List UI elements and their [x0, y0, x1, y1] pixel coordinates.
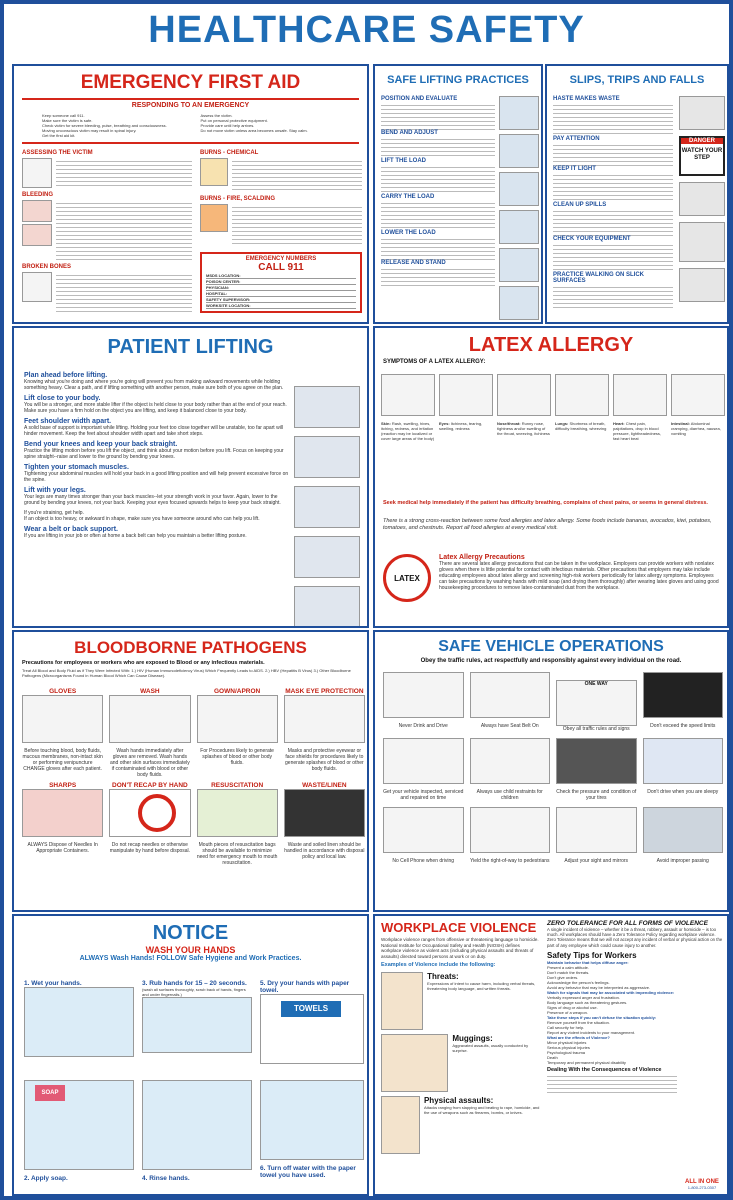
chemical-burn-icon [200, 158, 228, 186]
turn-off-faucet-icon [260, 1080, 364, 1160]
slips-title: SLIPS, TRIPS AND FALLS [569, 74, 705, 86]
burns-fire-heading: BURNS - FIRE, SCALDING [200, 196, 275, 202]
violence-title: WORKPLACE VIOLENCE [381, 920, 537, 935]
lift-step: LIFT THE LOAD [381, 158, 426, 164]
cell-heading: GLOVES [49, 688, 77, 695]
vehicle-item [383, 672, 464, 732]
no-recap-icon [109, 789, 190, 837]
dealing-heading: Dealing With the Consequences of Violence [547, 1066, 662, 1073]
lungs-icon [555, 374, 609, 416]
burns-fire-text [232, 204, 362, 246]
notice-instruction: ALWAYS Wash Hands! FOLLOW Safe Hygiene and Work Practices. [79, 955, 302, 962]
traffic-signs-icon [556, 680, 637, 726]
vehicle-caption: Avoid improper passing [656, 858, 709, 864]
ladder-icon [679, 222, 725, 262]
running-person-icon [679, 96, 725, 130]
hand-wash-icon [109, 695, 190, 743]
resp-item: Get the first aid kit. [42, 133, 76, 138]
symptom-eyes [439, 374, 493, 441]
vehicle-caption: Adjust your sight and mirrors [564, 858, 629, 864]
watch-item: Verbally expressed anger and frustration. [547, 994, 620, 1000]
resp-item: Keep someone call 911. [42, 113, 85, 118]
vehicle-caption: Don't exceed the speed limits [650, 723, 716, 729]
burns-chem-text [232, 158, 362, 192]
symptom-label: Skin: [381, 421, 391, 426]
patient-heading: Plan ahead before lifting. [24, 372, 108, 379]
violence-intro: Workplace violence ranges from offensive or threatening language to homicide. National Institute for Occupational Safety and Health (NIOSH) defines workplace violence as violent acts (including physical assaults and threats of assaults) directed toward persons at work or on duty. [381, 937, 539, 959]
patient-text: Practice the lifting motion before you lift the object, and think about your motion before you lift. Focus on keeping your spine straight--raise and lower to the ground by bending your knees. [24, 448, 284, 460]
slips-step: KEEP IT LIGHT [553, 166, 596, 172]
cell-text: Before touching blood, body fluids, mucous membranes, non-intact skin or performing venipuncture CHANGE gloves after each patient. [22, 748, 103, 772]
muggings-text: Aggravated assaults, usually conducted by surprise. [452, 1043, 529, 1053]
resp-item: Make sure the victim is safe. [42, 118, 93, 123]
lifting-figure-icon [499, 96, 539, 130]
bleeding-hand-icon [22, 224, 52, 246]
responding-box [22, 98, 359, 144]
tip-item: Present a calm attitude. [547, 964, 590, 970]
patient-bed-icon [294, 386, 360, 428]
no-bending-icon [294, 536, 360, 578]
biohazard-bag-icon [284, 789, 365, 837]
patient-heading: Feet shoulder width apart. [24, 418, 112, 425]
symptom-label: Intestinal: [671, 421, 690, 426]
vomit-icon [671, 374, 725, 416]
patient-heading: Bend your knees and keep your back straight. [24, 441, 178, 448]
slips-text [553, 284, 673, 308]
field-physician: PHYSICIAN: [206, 285, 356, 291]
step-4-label: 4. Rinse hands. [142, 1175, 190, 1182]
latex-precautions-heading: Latex Allergy Precautions [439, 554, 525, 561]
resp-item: Do not move victim unless area becomes unsafe. Stay calm. [200, 128, 308, 133]
blood-cell-waste [284, 782, 365, 866]
symptom-intestinal [671, 374, 725, 441]
lift-text [381, 136, 495, 158]
latex-allergy-panel [373, 326, 729, 628]
tip-item: Avoid any behavior that may be interpreted as aggressive. [547, 984, 651, 990]
burns-chemical-heading: BURNS - CHEMICAL [200, 150, 259, 156]
slips-trips-panel [545, 64, 729, 324]
slips-step: HASTE MAKES WASTE [553, 96, 620, 102]
cell-heading: GOWN/APRON [214, 688, 261, 695]
threat-icon [381, 972, 423, 1030]
symptom-label: Nose/throat: [497, 421, 521, 426]
symptom-text: Shortness of breath, difficulty breathing, wheezing [555, 421, 607, 431]
field-hospital: HOSPITAL: [206, 291, 356, 297]
mugging-icon [381, 1034, 448, 1092]
resp-item: Moving unconscious victim may result in spinal injury. [42, 128, 137, 133]
rub-hands-icon [142, 997, 252, 1053]
lift-text [381, 200, 495, 230]
vehicle-caption: Never Drink and Drive [398, 723, 448, 729]
zero-tolerance-heading: ZERO TOLERANCE FOR ALL FORMS OF VIOLENCE [547, 920, 708, 927]
slips-text [553, 172, 673, 202]
notice-title: NOTICE [152, 922, 229, 944]
vehicle-caption: Always use child restraints for children [476, 789, 543, 801]
responding-right-list [201, 113, 350, 138]
slips-text [553, 142, 673, 166]
muggings-heading: Muggings: [452, 1034, 493, 1043]
blood-cell-gloves [22, 688, 103, 778]
vehicle-item [643, 672, 724, 732]
vehicle-caption: Check the pressure and condition of your tires [556, 789, 637, 801]
seated-lift-icon [294, 586, 360, 628]
apply-soap-icon [24, 1080, 134, 1170]
blood-subtitle: Precautions for employees or workers who are exposed to Blood or any infectious materials. [22, 660, 265, 666]
resuscitation-bag-icon [197, 789, 278, 837]
vehicle-subtitle: Obey the traffic rules, act respectfully and responsibly against every individual on the road. [420, 658, 682, 664]
spill-icon [679, 182, 725, 216]
lift-step: LOWER THE LOAD [381, 230, 436, 236]
lifting-figure-icon [499, 210, 539, 244]
towels-label: TOWELS [281, 1001, 341, 1017]
danger-sign [679, 136, 725, 176]
symptom-text: Rash, swelling, hives, itching, redness, and irritation (reaction may be localized or cover large areas of the body) [381, 421, 435, 441]
cell-heading: SHARPS [49, 782, 77, 789]
field-poison: POISON CENTER: [206, 279, 356, 285]
cell-text: Wash hands immediately after gloves are removed. Wash hands and other skin surfaces immediately if contaminated with blood or other body fluids. [109, 748, 190, 778]
responding-heading: RESPONDING TO AN EMERGENCY [131, 102, 250, 109]
patient-text: Knowing what you're doing and where you're going will prevent you from making awkward movements while holding something heavy. Clear a path, and if lifting something with another person, make sure both of you agree on the plan. [24, 379, 284, 391]
safe-lifting-panel [373, 64, 543, 324]
cell-text: ALWAYS Dispose of Needles In Appropriate Containers. [27, 842, 98, 854]
symptom-nose [497, 374, 551, 441]
vehicle-item [556, 738, 637, 801]
tips-subheading: Maintain behavior that helps diffuse anger: [547, 959, 629, 965]
fire-burn-icon [200, 204, 228, 232]
bleeding-text [56, 200, 192, 260]
effect-item: Temporary and permanent physical disability [547, 1059, 626, 1065]
resp-item: Provide care until help arrives. [200, 123, 255, 128]
watch-item: Body language such as threatening gestures. [547, 999, 628, 1005]
cell-text: Mouth pieces of resuscitation bags should be available to minimize need for emergency mouth to mouth resuscitation. [196, 842, 278, 866]
symptom-text: Itchiness, tearing, swelling, redness [439, 421, 483, 431]
sharps-container-icon [22, 789, 103, 837]
violence-panel [373, 914, 729, 1196]
patient-text: Tightening your abdominal muscles will hold your back in a good lifting position and will help prevent excessive force on the spine. [24, 471, 289, 483]
all-in-one-logo [681, 1179, 723, 1190]
lift-patient-icon [294, 436, 360, 478]
logo-text: ALL IN ONE [685, 1179, 719, 1185]
blood-cell-sharps [22, 782, 103, 866]
vehicle-caption: Don't drive when you are sleepy [647, 789, 719, 795]
danger-sign-text: WATCH YOUR STEP [681, 148, 723, 161]
patient-text: A solid base of support is important while lifting. Holding your feet too close together will be unstable, too far apart will hinder movement. Keep the feet about shoulder width apart and take short steps. [24, 425, 284, 437]
watch-item: Signs of drug or alcohol use. [547, 1004, 598, 1010]
slips-text [553, 208, 673, 236]
patient-heading: Lift close to your body. [24, 395, 101, 402]
symptom-label: Lungs: [555, 421, 569, 426]
notice-subtitle: WASH YOUR HANDS [145, 945, 236, 955]
symptom-text: Chest pain, palpitations, drop in blood pressure, lightheadedness, fast heart beat [613, 421, 662, 441]
safety-tips-heading: Safety Tips for Workers [547, 950, 637, 960]
notice-panel [12, 914, 369, 1196]
seat-belt-icon [470, 672, 551, 718]
blood-cell-wash [109, 688, 190, 778]
dealing-text [547, 1073, 677, 1095]
call-911: CALL 911 [258, 262, 304, 273]
lift-step: CARRY THE LOAD [381, 194, 435, 200]
blood-cell-resuscitation [197, 782, 278, 866]
symptom-heart [613, 374, 667, 441]
field-worksite: WORKSITE LOCATION: [206, 303, 356, 309]
effect-item: Minor physical injuries [547, 1039, 587, 1045]
carry-box-icon [294, 486, 360, 528]
resp-item: Assess the victim. [200, 113, 233, 118]
symptoms-heading: SYMPTOMS OF A LATEX ALLERGY: [383, 359, 486, 365]
slips-step: PRACTICE WALKING ON SLICK SURFACES [553, 272, 644, 284]
blood-title: BLOODBORNE PATHOGENS [74, 638, 307, 657]
cell-text: Do not recap needles or otherwise manipulate by hand before disposal. [109, 842, 191, 854]
logo-phone: 1-800-273-0307 [687, 1185, 717, 1190]
vehicle-item [470, 738, 551, 801]
symptom-label: Eyes: [439, 421, 450, 426]
step-3-note: (wash all surfaces thoroughly, scrub back of hands, fingers and under fingernails.) [142, 987, 246, 997]
watch-item: Presence of a weapon. [547, 1009, 588, 1015]
patient-title: PATIENT LIFTING [107, 336, 274, 358]
walking-icon [679, 268, 725, 302]
vehicle-item [643, 807, 724, 864]
vehicle-caption: Yield the right-of-way to pedestrians [469, 858, 550, 864]
child-seat-icon [470, 738, 551, 784]
vehicle-item [643, 738, 724, 801]
cell-heading: WASH [140, 688, 160, 695]
step-item: Remove yourself from the situation. [547, 1019, 610, 1025]
lift-step: POSITION AND EVALUATE [381, 96, 458, 102]
gown-icon [197, 695, 278, 743]
victim-icon [22, 158, 52, 188]
soap-label: SOAP [35, 1085, 65, 1101]
lift-text [381, 266, 495, 288]
field-msds: MSDS LOCATION: [206, 273, 356, 279]
emergency-numbers-box [200, 252, 362, 313]
lift-text [381, 164, 495, 194]
numbers-title: EMERGENCY NUMBERS [245, 256, 317, 262]
paper-towel-icon [260, 994, 364, 1064]
vehicle-caption: Always have Seat Belt On [480, 723, 539, 729]
vehicle-title: SAFE VEHICLE OPERATIONS [438, 638, 664, 655]
poster-title: HEALTHCARE SAFETY [148, 9, 585, 51]
latex-title: LATEX ALLERGY [468, 334, 634, 356]
lifting-figure-icon [499, 172, 539, 206]
speedometer-icon [643, 672, 724, 718]
step-6-label: 6. Turn off water with the paper towel you have used. [260, 1165, 356, 1179]
vehicle-item [470, 807, 551, 864]
lifting-title: SAFE LIFTING PRACTICES [387, 74, 529, 86]
assess-heading: ASSESSING THE VICTIM [22, 150, 93, 156]
cell-heading: MASK EYE PROTECTION [285, 688, 364, 695]
emergency-first-aid-panel [12, 64, 369, 324]
patient-lifting-panel [12, 326, 369, 628]
no-cell-phone-icon [383, 807, 464, 853]
no-drink-icon [383, 672, 464, 718]
sleepy-driver-icon [643, 738, 724, 784]
cell-heading: RESUSCITATION [211, 782, 264, 789]
assess-text [56, 158, 192, 188]
danger-sign-label: DANGER [681, 138, 723, 144]
vehicle-item [470, 672, 551, 732]
cell-text: Waste and soiled linen should be handled in accordance with disposal policy and local law. [284, 842, 365, 860]
latex-cross-reaction: There is a strong cross-reaction between some food allergies and latex allergy. Some foods include bananas, avocados, kiwi, potatoes, tomatoes, and chestnuts. Report all food allergies at every medical visit. [383, 518, 712, 531]
lifting-figure-icon [499, 286, 539, 320]
step-3-label: 3. Rub hands for 15 – 20 seconds. [142, 980, 247, 987]
rinse-hands-icon [142, 1080, 252, 1170]
cell-text: For Procedures likely to generate splashes of blood or other body fluids. [200, 748, 274, 766]
threats-text: Expressions of intent to cause harm, including verbal threats, threatening body language, and written threats. [427, 981, 536, 991]
lifting-figure-icon [499, 134, 539, 168]
slips-step: CHECK YOUR EQUIPMENT [553, 236, 631, 242]
slips-step: PAY ATTENTION [553, 136, 600, 142]
vehicle-item [383, 807, 464, 864]
vehicle-item [383, 738, 464, 801]
violence-examples-heading: Examples of Violence include the following: [381, 962, 496, 968]
resp-item: Check victim for severe bleeding, pulse, breathing and consciousness. [42, 123, 167, 128]
blood-warning: Treat All Blood and Body Fluid as if They Were Infected With: 1.) HIV (Human Immunodeficiency Virus) Which Frequently Leads to AIDS. 2.) HBV (Hepatitis B Virus) 3.) Other Bloodborne Pathogens (Microorganisms Found in Human Blood Which Can Cause Disease). [22, 668, 351, 678]
one-way-sign: ONE WAY [584, 681, 608, 687]
threats-heading: Threats: [427, 972, 459, 981]
eye-icon [439, 374, 493, 416]
latex-warning: Seek medical help immediately if the patient has difficulty breathing, complains of chest pains, or seems in general distress. [383, 500, 708, 506]
vehicle-item [556, 807, 637, 864]
vehicle-caption: No Cell Phone when driving [392, 858, 455, 864]
latex-badge-text: LATEX [394, 573, 420, 583]
efa-title: EMERGENCY FIRST AID [80, 72, 301, 93]
passing-cars-icon [643, 807, 724, 853]
bone-icon [22, 272, 52, 302]
watch-heading: Watch for signals that may be associated with impending violence: [547, 989, 675, 995]
sneeze-icon [497, 374, 551, 416]
vehicle-panel [373, 630, 729, 912]
responding-left-list [42, 113, 191, 138]
symptom-label: Heart: [613, 421, 625, 426]
mask-icon [284, 695, 365, 743]
assault-icon [381, 1096, 420, 1154]
no-latex-icon [383, 554, 431, 602]
heart-icon [613, 374, 667, 416]
pedestrian-crossing-icon [470, 807, 551, 853]
patient-heading: Lift with your legs. [24, 487, 86, 494]
lift-text [381, 236, 495, 260]
slips-text [553, 242, 673, 272]
patient-heading: Tighten your stomach muscles. [24, 464, 129, 471]
cell-heading: DON'T RECAP BY HAND [112, 782, 188, 789]
vehicle-inspection-icon [383, 738, 464, 784]
symptom-text: Runny nose, tightness and/or swelling of the throat, sneezing, itchiness [497, 421, 550, 436]
cell-heading: WASTE/LINEN [302, 782, 347, 789]
symptom-lungs [555, 374, 609, 441]
effects-heading: What are the effects of Violence? [547, 1034, 610, 1040]
field-supervisor: SAFETY SUPERVISOR: [206, 297, 356, 303]
broken-text [56, 272, 192, 312]
slips-step: CLEAN UP SPILLS [553, 202, 607, 208]
symptom-text: Abdominal cramping, diarrhea, nausea, vomiting [671, 421, 721, 436]
tip-item: Don't match the threats. [547, 969, 590, 975]
step-item: Call security for help. [547, 1024, 585, 1030]
vehicle-caption: Obey all traffic rules and signs [562, 726, 630, 732]
tip-item: Don't give orders. [547, 974, 579, 980]
patient-heading: Wear a belt or back support. [24, 526, 119, 533]
broken-bones-heading: BROKEN BONES [22, 264, 72, 270]
patient-text: Your legs are many times stronger than your back muscles--let your strength work in your favor. Again, lower to the ground by bending your knees, not your back. Keeping your eyes focused upwards helps to keep your back straight. [24, 494, 281, 506]
lift-step: RELEASE AND STAND [381, 260, 446, 266]
gloves-icon [22, 695, 103, 743]
zero-tolerance-text: A single incident of violence – whether it be a threat, robbery, assault or homicide – is too much. All workplaces should have a Zero Tolerance Policy regarding workplace violence. Zero Tolerance means that we will not accept any incident of verbal or physical action on the part of any employee which could cause injury to another. [547, 927, 723, 948]
assault-text: Attacks ranging from slapping and beating to rape, homicide, and the use of weapons such as firearms, bombs, or knives. [423, 1105, 540, 1115]
wet-hands-icon [24, 987, 134, 1057]
blood-cell-gown [197, 688, 278, 778]
step-item: Report any violent incidents to your management. [547, 1029, 636, 1035]
patient-text: You will be a stronger, and more stable lifter if the object is held close to your body rather than at the end of your reach. Make sure you have a firm hold on the object you are lifting, and keep it balanced close to your body. [24, 402, 287, 414]
patient-text: If you are lifting in your job or often at home a back belt can help you maintain a better lifting posture. [24, 533, 247, 539]
mirror-icon [556, 807, 637, 853]
symptom-skin [381, 374, 435, 441]
vehicle-caption: Get your vehicle inspected, serviced and repaired on time [383, 789, 464, 801]
lift-text [381, 102, 495, 130]
tip-item: Acknowledge the person's feelings. [547, 979, 610, 985]
step-1-label: 1. Wet your hands. [24, 980, 82, 987]
bleeding-heading: BLEEDING [22, 192, 54, 198]
bloodborne-panel [12, 630, 369, 912]
assault-heading: Physical assaults: [423, 1096, 494, 1105]
resp-item: Put on personal protective equipment. [200, 118, 268, 123]
lift-step: BEND AND ADJUST [381, 130, 438, 136]
effect-item: Serious physical injuries [547, 1044, 590, 1050]
steps-heading: Take these steps if you can't defuse the situation quickly: [547, 1014, 657, 1020]
cell-text: Masks and protective eyewear or face shields for procedures likely to generate splashes of blood or other body fluids. [285, 748, 364, 772]
bleeding-arm-icon [22, 200, 52, 222]
blood-cell-recap [109, 782, 190, 866]
tire-icon [556, 738, 637, 784]
vehicle-item [556, 672, 637, 732]
step-5-label: 5. Dry your hands with paper towel. [260, 980, 350, 994]
latex-precautions-text: There are several latex allergy precautions that can be taken in the workplace. Employers can provide workers with nonlatex gloves when there is little potential for contact with infectious materials. Other precautions that employers may take include educating employees about latex allergy and screening high-risk workers periodically for latex allergy symptoms. Employees can take precautions by washing hands with mild soap (and drying them thoroughly) after wearing latex gloves and using good housekeeping procedures to remove latex-contaminated dust from the workplace. [439, 561, 719, 591]
patient-text: If you're straining, get help. If an object is too heavy, or awkward in shape, make sure you have someone around who can help you lift. [24, 510, 260, 522]
lifting-figure-icon [499, 248, 539, 282]
slips-text [553, 102, 673, 136]
blood-cell-mask [284, 688, 365, 778]
effect-item: Death [547, 1054, 558, 1060]
legs-icon [381, 374, 435, 416]
step-2-label: 2. Apply soap. [24, 1175, 68, 1182]
effect-item: Psychological trauma [547, 1049, 586, 1055]
